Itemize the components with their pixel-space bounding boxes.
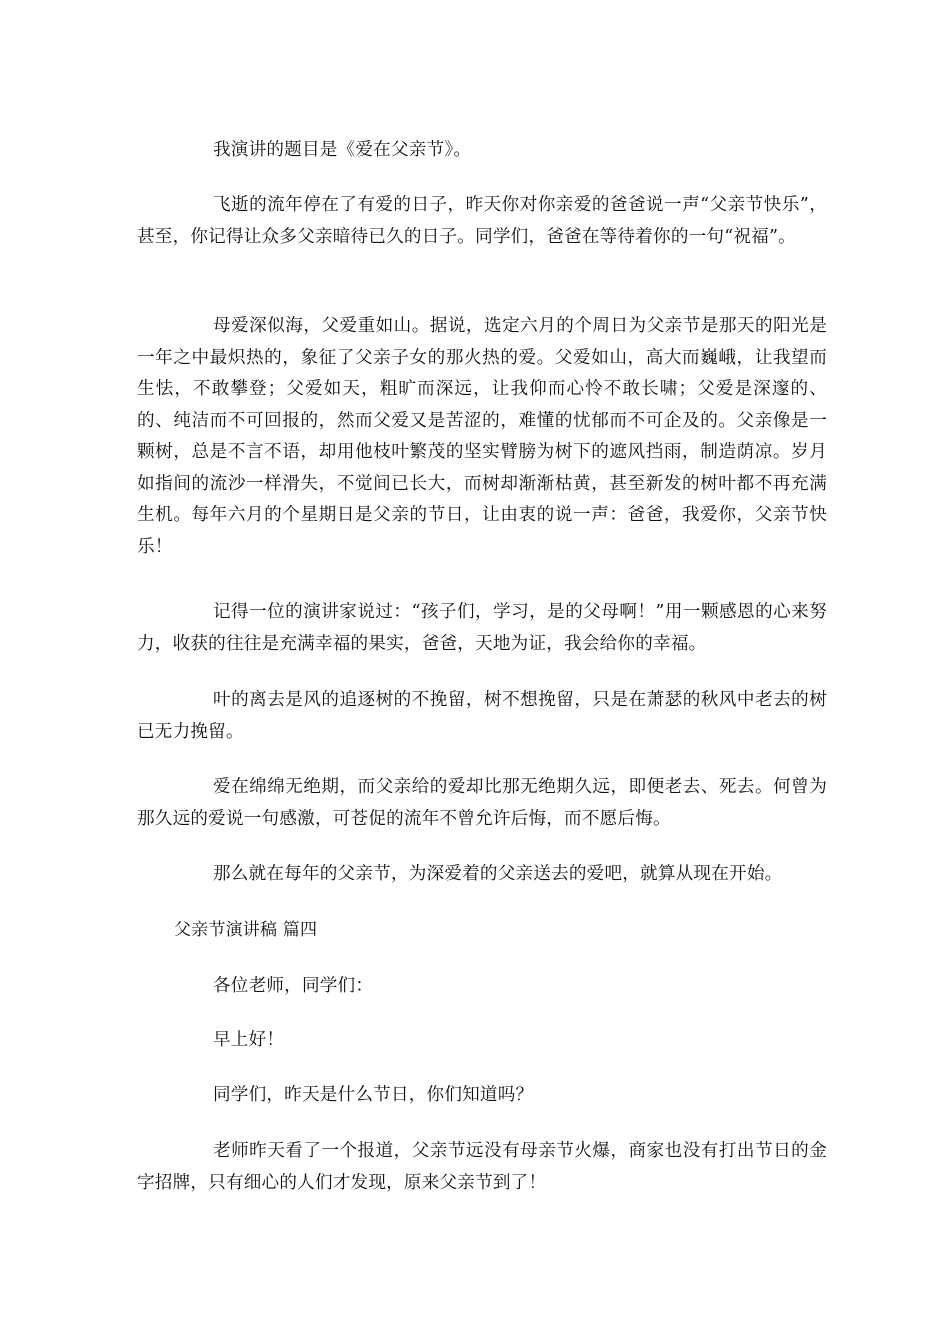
paragraph-speaker-quote: 记得一位的演讲家说过：“孩子们，学习，是的父母啊！”用一颗感恩的心来努力，收获的往往是充满幸福的果实，爸爸，天地为证，我会给你的幸福。 bbox=[137, 602, 827, 654]
paragraph-greeting: 各位老师，同学们： bbox=[213, 976, 374, 996]
paragraph-report: 老师昨天看了一个报道，父亲节远没有母亲节火爆，商家也没有打出节日的金字招牌，只有细心的人们才发现，原来父亲节到了！ bbox=[137, 1141, 827, 1193]
paragraph-father-love: 母爱深似海，父爱重如山。据说，选定六月的个周日为父亲节是那天的阳光是一年之中最炽热的，象征了父亲子女的那火热的爱。父爱如山，高大而巍峨，让我望而生怯，不敢攀登；父爱如天，粗旷而深远，让我仰而心怜不敢长啸；父爱是深邃的、的、纯洁而不可回报的，然而父爱又是苦涩的，难懂的忧郁而不可企及的。父亲像是一颗树，总是不言不语，却用他枝叶繁茂的坚实臂膀为树下的遮风挡雨，制造荫凉。岁月如指间的流沙一样滑失，不觉间已长大，而树却渐渐枯黄，甚至新发的树叶都不再充满生机。每年六月的个星期日是父亲的节日，让由衷的说一声：爸爸，我爱你，父亲节快乐！ bbox=[137, 316, 827, 557]
paragraph-leaves: 叶的离去是风的追逐树的不挽留，树不想挽留，只是在萧瑟的秋风中老去的树已无力挽留。 bbox=[137, 690, 827, 742]
paragraph-title-statement: 我演讲的题目是《爱在父亲节》。 bbox=[213, 140, 472, 160]
paragraph-good-morning: 早上好！ bbox=[213, 1030, 285, 1050]
paragraph-closing: 那么就在每年的父亲节，为深爱着的父亲送去的爱吧，就算从现在开始。 bbox=[213, 864, 783, 884]
section-heading: 父亲节演讲稿 篇四 bbox=[174, 920, 318, 940]
paragraph-eternal-love: 爱在绵绵无绝期，而父亲给的爱却比那无绝期久远，即便老去、死去。何曾为那久远的爱说一句感激，可苍促的流年不曾允许后悔，而不愿后悔。 bbox=[137, 777, 827, 829]
paragraph-opening: 飞逝的流年停在了有爱的日子，昨天你对你亲爱的爸爸说一声“父亲节快乐”，甚至，你记得让众多父亲暗待已久的日子。同学们，爸爸在等待着你的一句“祝福”。 bbox=[137, 195, 827, 247]
paragraph-question: 同学们，昨天是什么节日，你们知道吗？ bbox=[213, 1085, 534, 1105]
